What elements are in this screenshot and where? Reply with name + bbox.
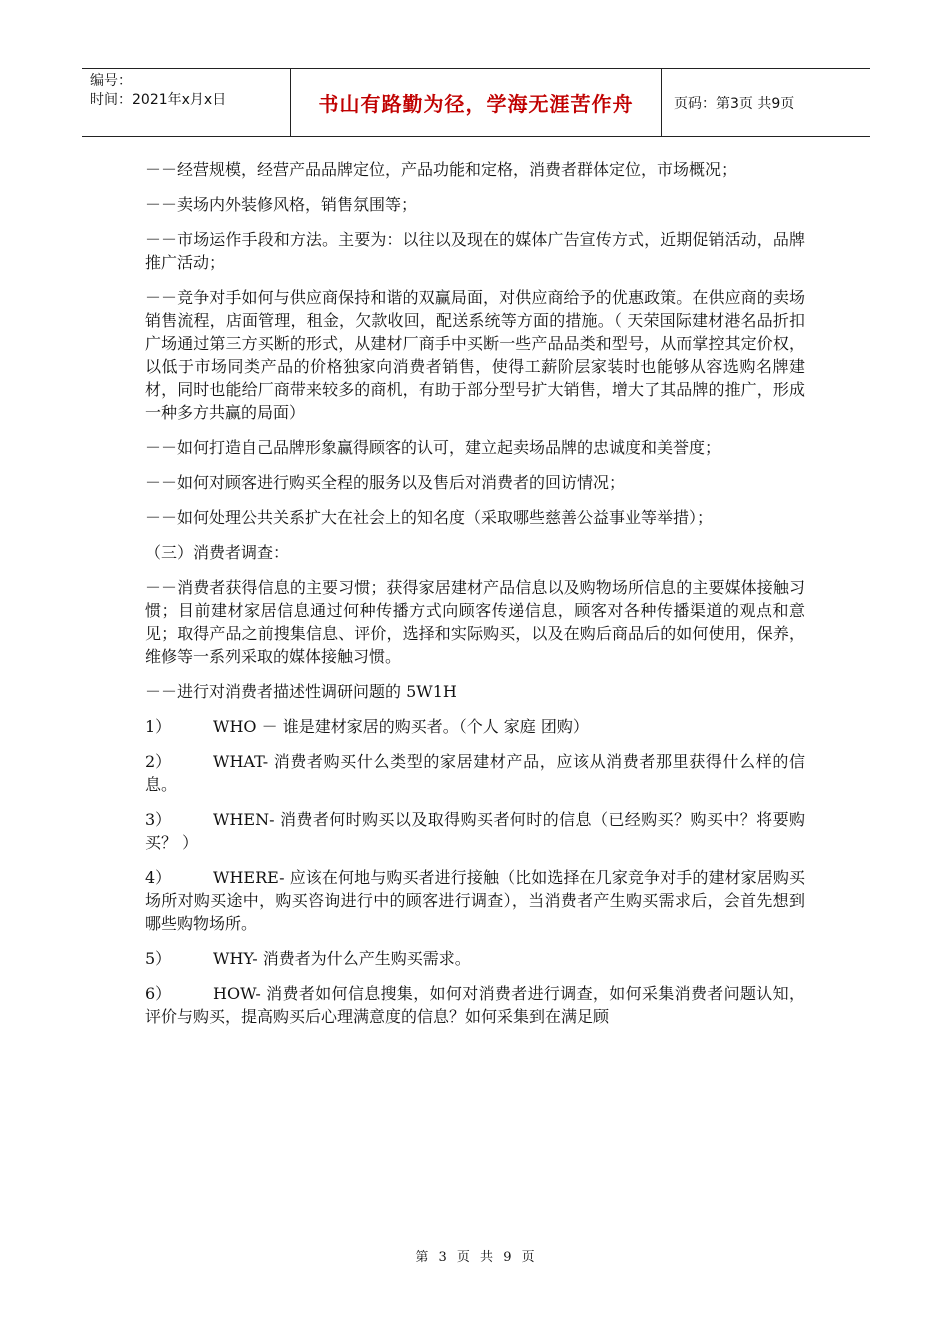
list-text: WHY- 消费者为什么产生购买需求。 xyxy=(213,949,471,968)
list-item xyxy=(145,866,805,935)
list-number: 1） xyxy=(145,717,172,736)
section-heading: （三）消费者调查： xyxy=(145,543,290,562)
list-number: 2） xyxy=(145,752,172,771)
list-item xyxy=(145,982,805,1028)
paragraph: －－进行对消费者描述性调研问题的 5W1H xyxy=(145,682,457,701)
page-header xyxy=(82,68,870,137)
list-number: 3） xyxy=(145,810,172,829)
list-text: WHO － 谁是建材家居的购买者。（个人 家庭 团购） xyxy=(213,717,589,736)
header-number-label: 编号： xyxy=(90,73,132,89)
list-text: WHEN- 消费者何时购买以及取得购买者何时的信息（已经购买？购买中？将要购买？ ） xyxy=(145,810,805,852)
header-page-info: 页码：第3页 共9页 xyxy=(674,95,795,112)
list-text: WHERE- 应该在何地与购买者进行接触（比如选择在几家竞争对手的建材家居购买场所对购买途中，购买咨询进行中的顾客进行调查），当消费者产生购买需求后，会首先想到哪些购物场所。 xyxy=(145,868,805,933)
paragraph: －－卖场内外装修风格，销售氛围等； xyxy=(145,195,418,214)
paragraph: －－消费者获得信息的主要习惯；获得家居建材产品信息以及购物场所信息的主要媒体接触习惯；目前建材家居信息通过何种传播方式向顾客传递信息，顾客对各种传播渠道的观点和意见；取得产品之前搜集信息、评价，选择和实际购买，以及在购后商品后的如何使用，保养，维修等一系列采取的媒体接触习惯。 xyxy=(145,578,805,666)
header-date-label: 时间：2021年x月x日 xyxy=(90,92,227,108)
list-number: 4） xyxy=(145,868,172,887)
header-meta xyxy=(82,69,291,136)
document-body xyxy=(145,158,805,1040)
list-number: 5） xyxy=(145,949,172,968)
list-number: 6） xyxy=(145,984,172,1003)
list-item xyxy=(145,715,805,738)
list-text: WHAT- 消费者购买什么类型的家居建材产品，应该从消费者那里获得什么样的信息。 xyxy=(145,752,805,794)
paragraph: －－如何对顾客进行购买全程的服务以及售后对消费者的回访情况； xyxy=(145,473,626,492)
list-item xyxy=(145,947,805,970)
header-motto: 书山有路勤为径，学海无涯苦作舟 xyxy=(291,69,662,136)
list-item xyxy=(145,750,805,796)
paragraph: －－如何处理公共关系扩大在社会上的知名度（采取哪些慈善公益事业等举措）； xyxy=(145,508,714,527)
paragraph: －－市场运作手段和方法。主要为：以往以及现在的媒体广告宣传方式，近期促销活动，品牌推广活动； xyxy=(145,230,805,272)
paragraph: －－经营规模，经营产品品牌定位，产品功能和定格，消费者群体定位，市场概况； xyxy=(145,160,738,179)
list-item xyxy=(145,808,805,854)
list-text: HOW- 消费者如何信息搜集，如何对消费者进行调查，如何采集消费者问题认知，评价与购买，提高购买后心理满意度的信息？如何采集到在满足顾 xyxy=(145,984,805,1026)
paragraph: －－竞争对手如何与供应商保持和谐的双赢局面，对供应商给予的优惠政策。在供应商的卖场销售流程，店面管理，租金，欠款收回，配送系统等方面的措施。（ 天荣国际建材港名品折扣广场通过第三方买断的形式，从建材厂商手中买断一些产品品类和型号，从而掌控其定价权，以低于市场同类产品的价格独家向消费者销售，使得工薪阶层家装时也能够从容选购名牌建材，同时也能给厂商带来较多的商机，有助于部分型号扩大销售，增大了其品牌的推广，形成一种多方共赢的局面） xyxy=(145,288,805,422)
page-footer: 第 3 页 共 9 页 xyxy=(415,1250,535,1265)
paragraph: －－如何打造自己品牌形象赢得顾客的认可，建立起卖场品牌的忠诚度和美誉度； xyxy=(145,438,722,457)
